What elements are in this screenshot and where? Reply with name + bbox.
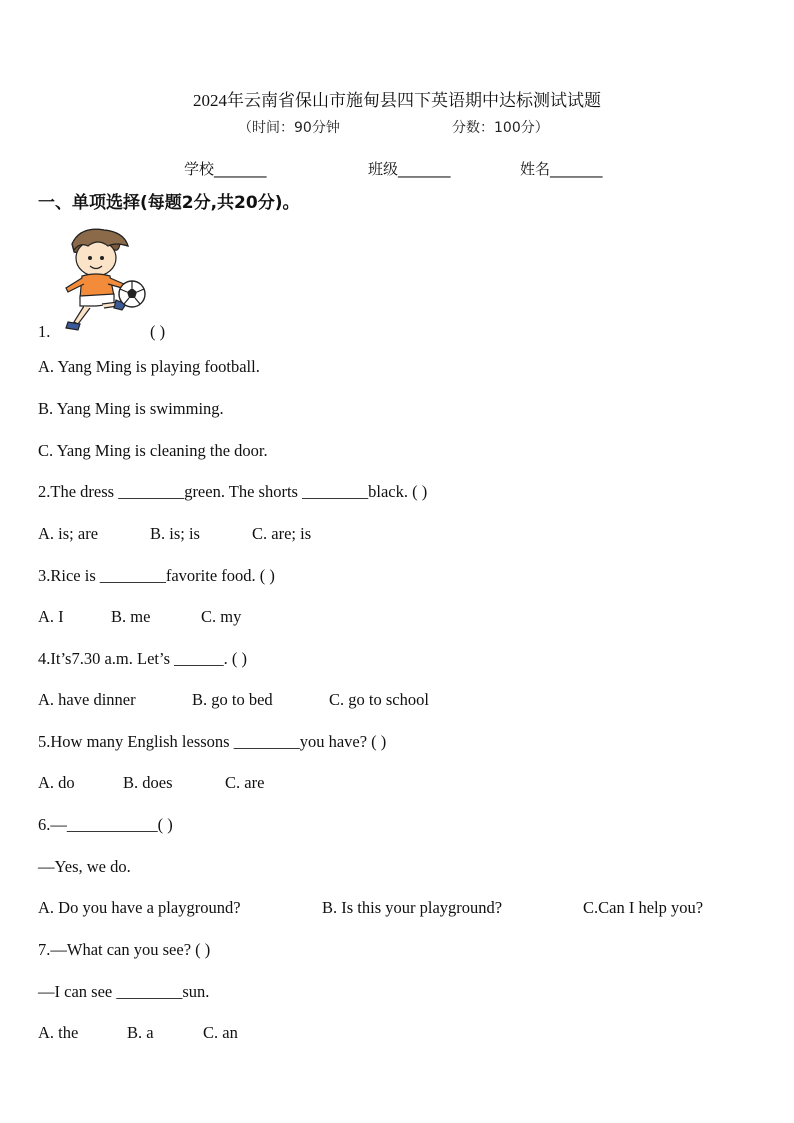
q5-stem: 5.How many English lessons ________you have? ( ) <box>38 732 387 751</box>
q7-option-c: C. an <box>203 1023 238 1042</box>
section-heading: 一、单项选择(每题2分,共20分)。 <box>38 193 300 213</box>
q3-option-b: B. me <box>111 607 151 626</box>
q4-option-b: B. go to bed <box>192 690 273 709</box>
q3-option-a: A. I <box>38 607 64 626</box>
q4-option-c: C. go to school <box>329 690 429 709</box>
q1-stem: 1. <box>38 322 51 341</box>
q3-stem: 3.Rice is ________favorite food. ( ) <box>38 566 275 585</box>
q4-stem: 4.It’s7.30 a.m. Let’s ______. ( ) <box>38 649 247 668</box>
q6-option-a: A. Do you have a playground? <box>38 898 241 917</box>
q7-option-b: B. a <box>127 1023 154 1042</box>
q5-option-b: B. does <box>123 773 173 792</box>
q7-option-a: A. the <box>38 1023 79 1042</box>
q2-option-c: C. are; is <box>252 524 312 543</box>
q3-option-c: C. my <box>201 607 242 626</box>
name-field: 姓名_______ <box>520 160 603 178</box>
page-title: 2024年云南省保山市施甸县四下英语期中达标测试试题 <box>193 91 601 110</box>
q1-answer-paren: ( ) <box>150 322 166 341</box>
school-field: 学校_______ <box>184 160 267 178</box>
q2-option-b: B. is; is <box>150 524 200 543</box>
q5-option-a: A. do <box>38 773 75 792</box>
q4-option-a: A. have dinner <box>38 690 136 709</box>
class-field: 班级_______ <box>368 160 451 178</box>
q6-option-c: C.Can I help you? <box>583 898 704 917</box>
q1-option-c: C. Yang Ming is cleaning the door. <box>38 441 268 460</box>
boy-kicking-football-icon <box>52 224 152 336</box>
q1-option-b: B. Yang Ming is swimming. <box>38 399 224 418</box>
exam-score: 分数：100分） <box>452 120 549 136</box>
q6-option-b: B. Is this your playground? <box>322 898 503 917</box>
q6-reply: —Yes, we do. <box>38 857 131 876</box>
q1-option-a: A. Yang Ming is playing football. <box>38 357 260 376</box>
q5-option-c: C. are <box>225 773 265 792</box>
q2-option-a: A. is; are <box>38 524 99 543</box>
q6-stem: 6.—___________( ) <box>38 815 173 834</box>
q2-stem: 2.The dress ________green. The shorts ________black. ( ) <box>38 482 428 501</box>
q7-reply: —I can see ________sun. <box>38 982 210 1001</box>
q7-stem: 7.—What can you see? ( ) <box>38 940 211 959</box>
exam-time: （时间：90分钟 <box>238 120 340 136</box>
